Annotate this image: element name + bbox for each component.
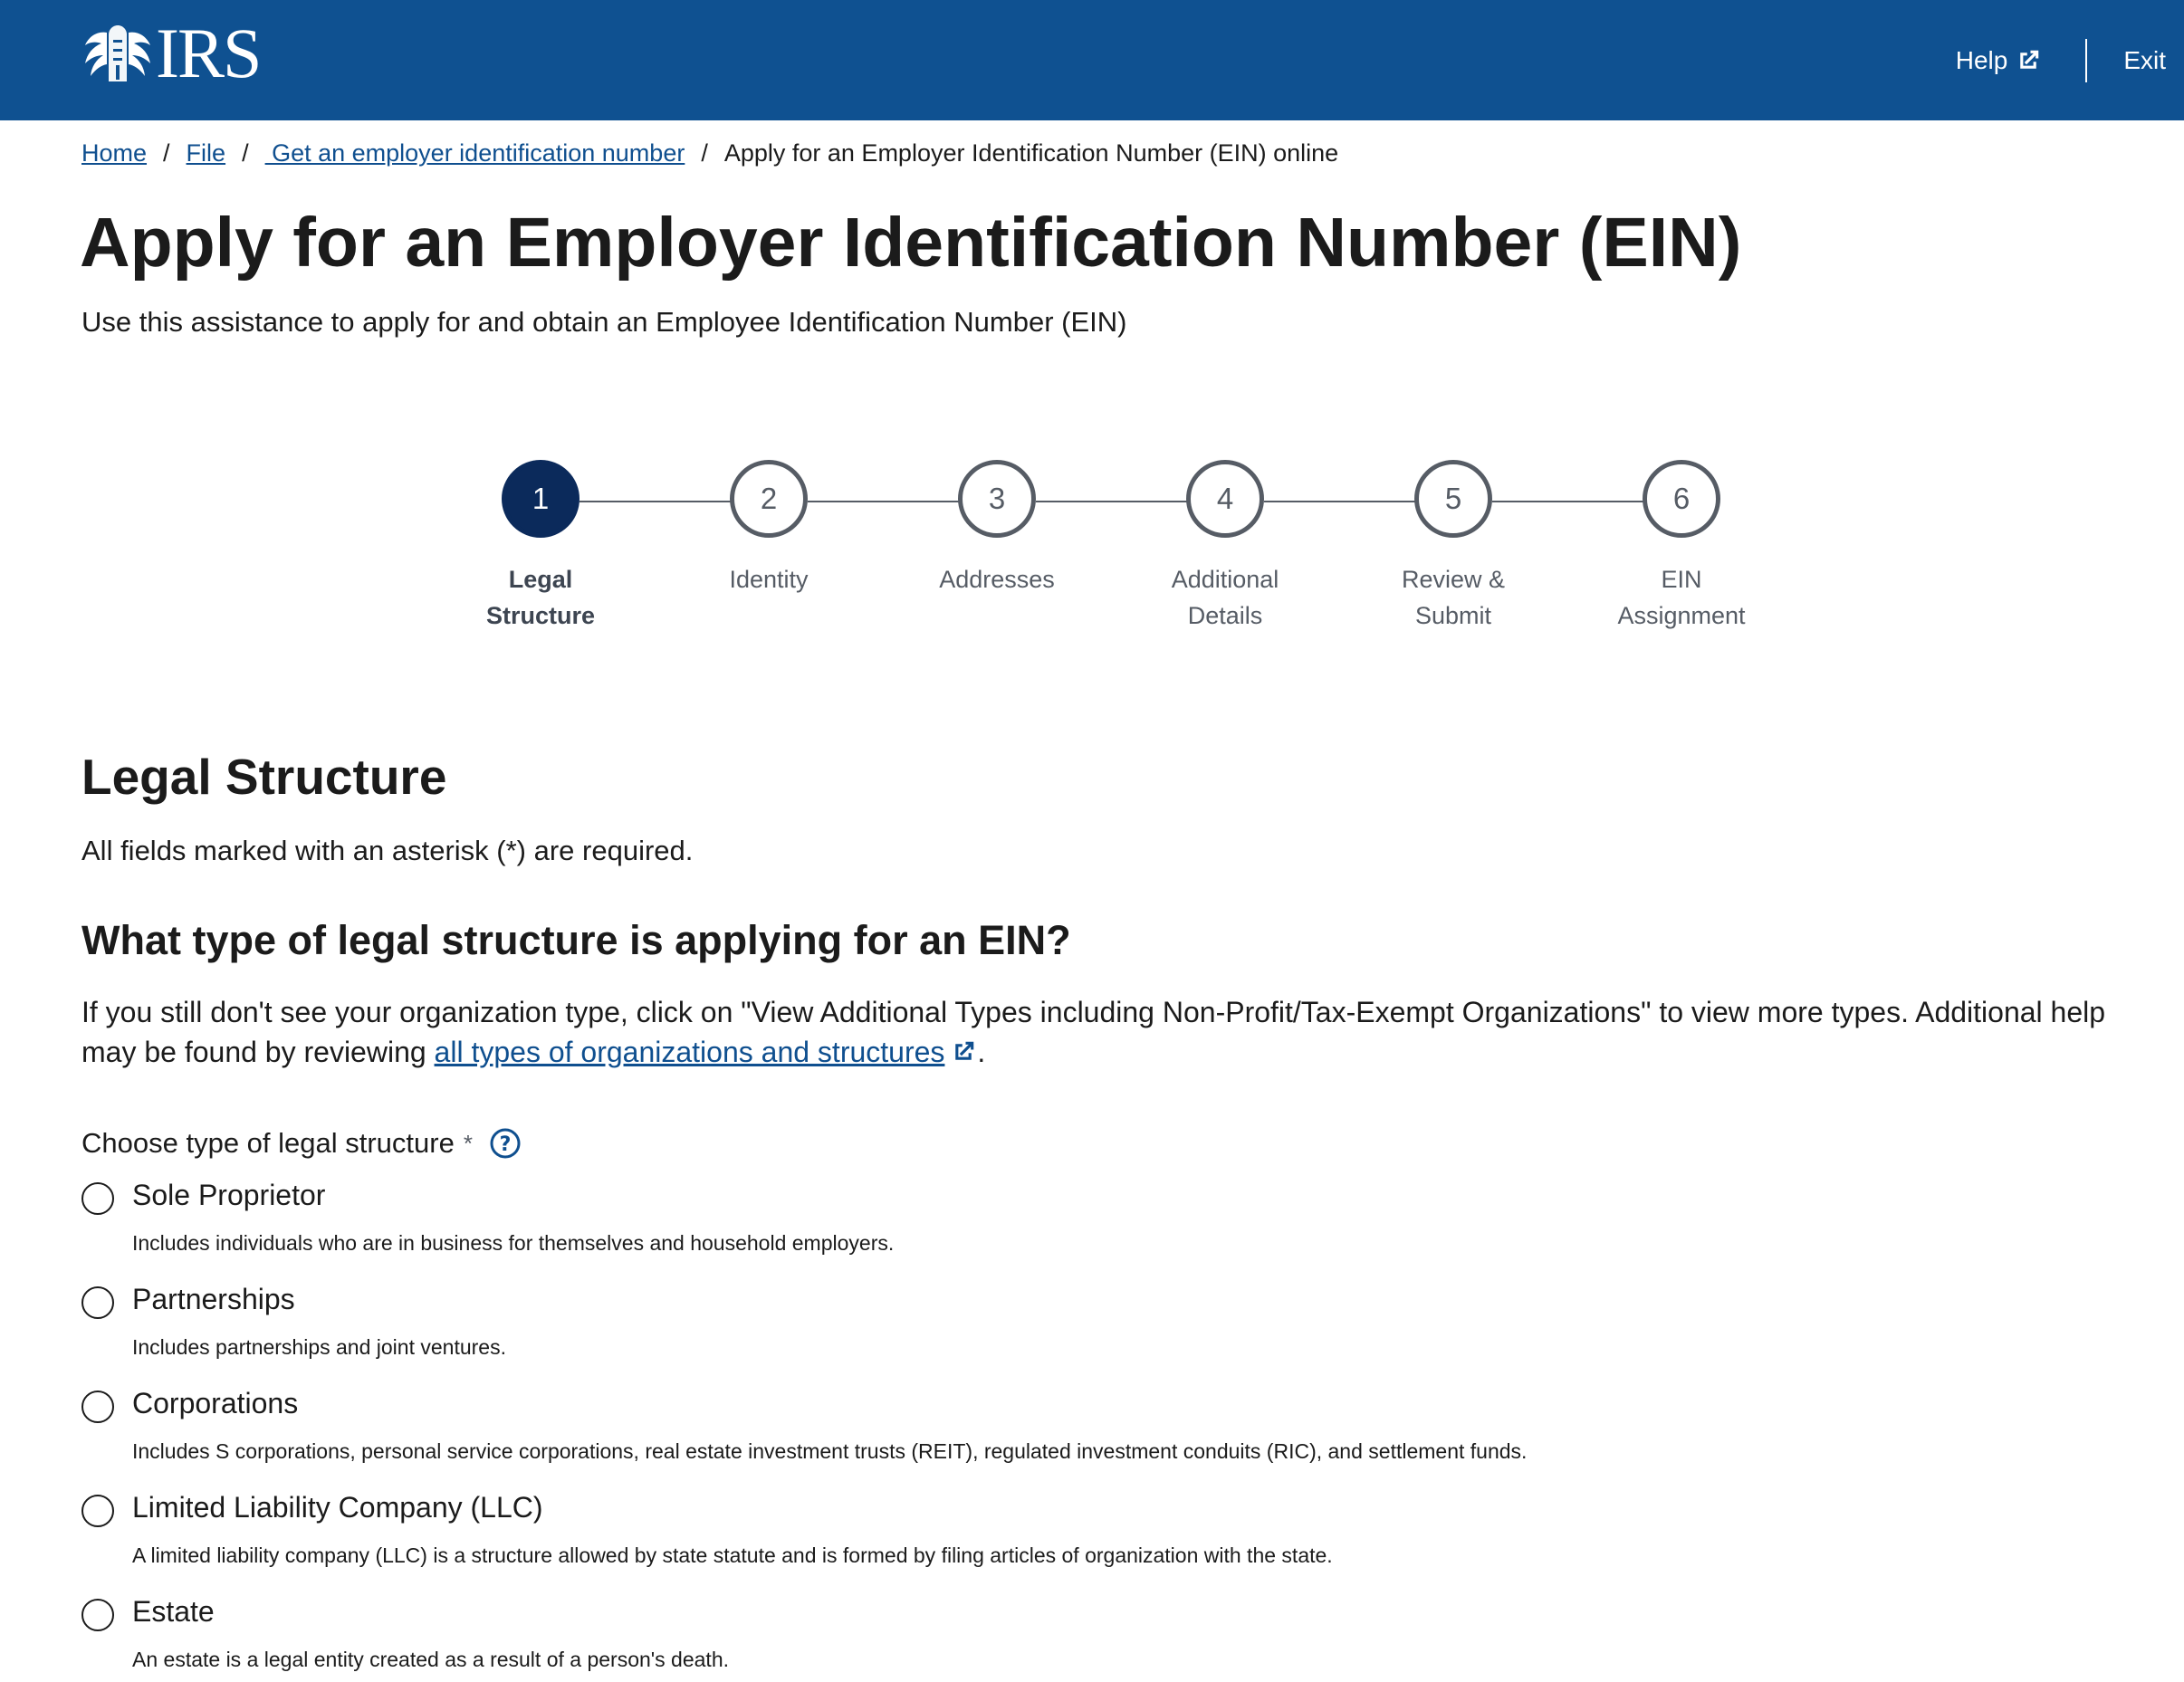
external-link-icon bbox=[950, 1038, 977, 1066]
help-question-icon[interactable] bbox=[489, 1127, 522, 1160]
step-6-circle: 6 bbox=[1643, 460, 1720, 538]
step-connector bbox=[580, 501, 735, 502]
page-subtitle: Use this assistance to apply for and obtain an Employee Identification Number (EIN) bbox=[81, 306, 1127, 338]
step-1-circle[interactable]: 1 bbox=[502, 460, 580, 538]
help-label: Help bbox=[1955, 45, 2008, 74]
radio-corporations[interactable] bbox=[81, 1391, 114, 1423]
step-3-label bbox=[897, 561, 1097, 597]
option-label[interactable]: Corporations bbox=[132, 1387, 299, 1419]
step-2-label bbox=[669, 561, 868, 597]
breadcrumb-separator: / bbox=[701, 139, 708, 167]
step-label-line: Review & bbox=[1401, 566, 1506, 593]
help-text-before: If you still don't see your organization type, click on "View Additional Types including Non-Profit/Tax-Exempt Organizations" to view more types. Additional help may be found by reviewing bbox=[81, 996, 2106, 1068]
step-label-line: Details bbox=[1187, 602, 1263, 629]
option-label[interactable]: Estate bbox=[132, 1595, 215, 1628]
option-label[interactable]: Limited Liability Company (LLC) bbox=[132, 1491, 543, 1524]
step-5-circle: 5 bbox=[1414, 460, 1492, 538]
question-help-text bbox=[81, 992, 2128, 1072]
step-label-line: Structure bbox=[485, 602, 596, 629]
header-actions bbox=[1956, 0, 2184, 120]
legal-structure-label bbox=[81, 1127, 522, 1160]
required-note: All fields marked with an asterisk (*) are required. bbox=[81, 835, 694, 866]
question-title: What type of legal structure is applying for an EIN? bbox=[81, 917, 1071, 963]
svg-text:?: ? bbox=[499, 1133, 512, 1156]
step-label-line: Submit bbox=[1414, 602, 1492, 629]
breadcrumb-separator: / bbox=[242, 139, 249, 167]
section-title: Legal Structure bbox=[81, 749, 447, 805]
option-description: A limited liability company (LLC) is a structure allowed by state statute and is formed by filing articles of organization with the state. bbox=[132, 1543, 1333, 1567]
page-title: Apply for an Employer Identification Number (EIN) bbox=[80, 204, 1742, 282]
external-link-icon bbox=[2015, 47, 2042, 74]
header-divider bbox=[2085, 39, 2087, 82]
step-3-circle: 3 bbox=[958, 460, 1036, 538]
help-text-after: . bbox=[977, 1036, 986, 1068]
step-2-circle: 2 bbox=[730, 460, 808, 538]
option-label[interactable]: Partnerships bbox=[132, 1283, 295, 1315]
option-description: Includes S corporations, personal service corporations, real estate investment trusts (REIT), regulated investment conduits (RIC), and settlement funds. bbox=[132, 1439, 1528, 1463]
irs-logo[interactable] bbox=[81, 14, 261, 92]
step-connector bbox=[1036, 501, 1192, 502]
step-label-line: Identity bbox=[729, 566, 809, 593]
option-label[interactable]: Sole Proprietor bbox=[132, 1179, 326, 1211]
option-description: Includes partnerships and joint ventures. bbox=[132, 1335, 506, 1359]
choose-label-text: Choose type of legal structure bbox=[81, 1127, 455, 1159]
radio-llc[interactable] bbox=[81, 1495, 114, 1527]
step-label-line: Legal bbox=[508, 566, 573, 593]
breadcrumb-separator: / bbox=[163, 139, 170, 167]
option-description: An estate is a legal entity created as a result of a person's death. bbox=[132, 1648, 730, 1671]
breadcrumb-home[interactable]: Home bbox=[81, 139, 148, 167]
breadcrumb-file[interactable]: File bbox=[186, 139, 226, 167]
help-link[interactable] bbox=[1956, 46, 2043, 75]
step-label-line: Additional bbox=[1171, 566, 1279, 593]
step-label-line: Assignment bbox=[1617, 602, 1746, 629]
step-4-label bbox=[1126, 561, 1325, 634]
step-4-circle: 4 bbox=[1186, 460, 1264, 538]
breadcrumb-get-ein[interactable]: Get an employer identification number bbox=[264, 139, 685, 167]
breadcrumb-current: Apply for an Employer Identification Number (EIN) online bbox=[723, 139, 1339, 167]
breadcrumb bbox=[81, 139, 1338, 167]
step-label-line: EIN bbox=[1661, 566, 1702, 593]
step-connector bbox=[1264, 501, 1420, 502]
step-5-label bbox=[1354, 561, 1553, 634]
step-connector bbox=[1492, 501, 1648, 502]
option-description: Includes individuals who are in business for themselves and household employers. bbox=[132, 1231, 895, 1255]
logo-text: IRS bbox=[156, 14, 261, 92]
radio-partnerships[interactable] bbox=[81, 1286, 114, 1319]
radio-sole-proprietor[interactable] bbox=[81, 1182, 114, 1215]
step-connector bbox=[808, 501, 963, 502]
eagle-logo-icon bbox=[81, 22, 154, 85]
exit-link[interactable]: Exit bbox=[2123, 45, 2166, 74]
organization-types-link[interactable]: all types of organizations and structures bbox=[434, 1036, 945, 1068]
step-6-label bbox=[1582, 561, 1781, 634]
site-header bbox=[0, 0, 2184, 120]
step-1-label bbox=[441, 561, 640, 634]
step-label-line: Addresses bbox=[939, 566, 1055, 593]
radio-estate[interactable] bbox=[81, 1599, 114, 1631]
required-asterisk: * bbox=[463, 1129, 473, 1157]
